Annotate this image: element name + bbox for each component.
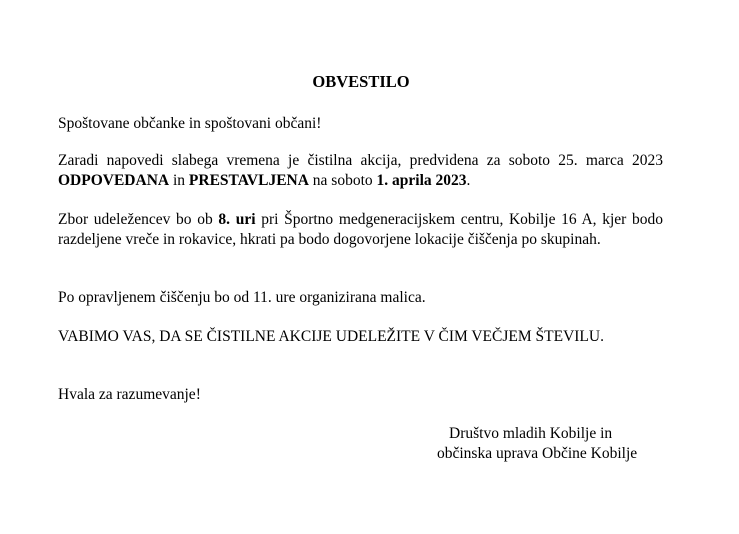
- cancellation-paragraph: [58, 151, 663, 191]
- signature-line-1: Društvo mladih Kobilje in: [449, 425, 613, 442]
- lunch-paragraph: Po opravljenem čiščenju bo od 11. ure organizirana malica.: [58, 289, 426, 306]
- signature-block: [437, 424, 697, 464]
- cancel-text-1: Zaradi napovedi slabega vremena je čistilna akcija, predvidena za soboto 25. marca 2023: [58, 152, 663, 169]
- meeting-paragraph: [58, 210, 663, 250]
- cancel-text-2: in: [169, 172, 189, 189]
- postponed-label: PRESTAVLJENA: [188, 172, 309, 189]
- cancel-text-3: na soboto: [308, 172, 377, 189]
- meeting-text-2: pri Športno medgeneracijskem centru, Kobilje 16 A, kjer bodo razdeljene vreče in rokavice, hkrati pa bodo dogovorjene lokacije čiščenja po skupinah.: [58, 211, 663, 248]
- signature-line-2: občinska uprava Občine Kobilje: [437, 445, 638, 462]
- notice-title: OBVESTILO: [312, 72, 410, 91]
- invitation-paragraph: VABIMO VAS, DA SE ČISTILNE AKCIJE UDELEŽITE V ČIM VEČJEM ŠTEVILU.: [58, 328, 604, 345]
- new-date-label: 1. aprila 2023: [376, 172, 467, 189]
- meeting-time-label: 8. uri: [218, 211, 256, 228]
- meeting-text-1: Zbor udeležencev bo ob: [58, 211, 219, 228]
- cancelled-label: ODPOVEDANA: [58, 172, 170, 189]
- greeting-paragraph: Spoštovane občanke in spoštovani občani!: [58, 115, 322, 132]
- thanks-paragraph: Hvala za razumevanje!: [58, 386, 201, 403]
- cancel-text-4: .: [466, 172, 471, 189]
